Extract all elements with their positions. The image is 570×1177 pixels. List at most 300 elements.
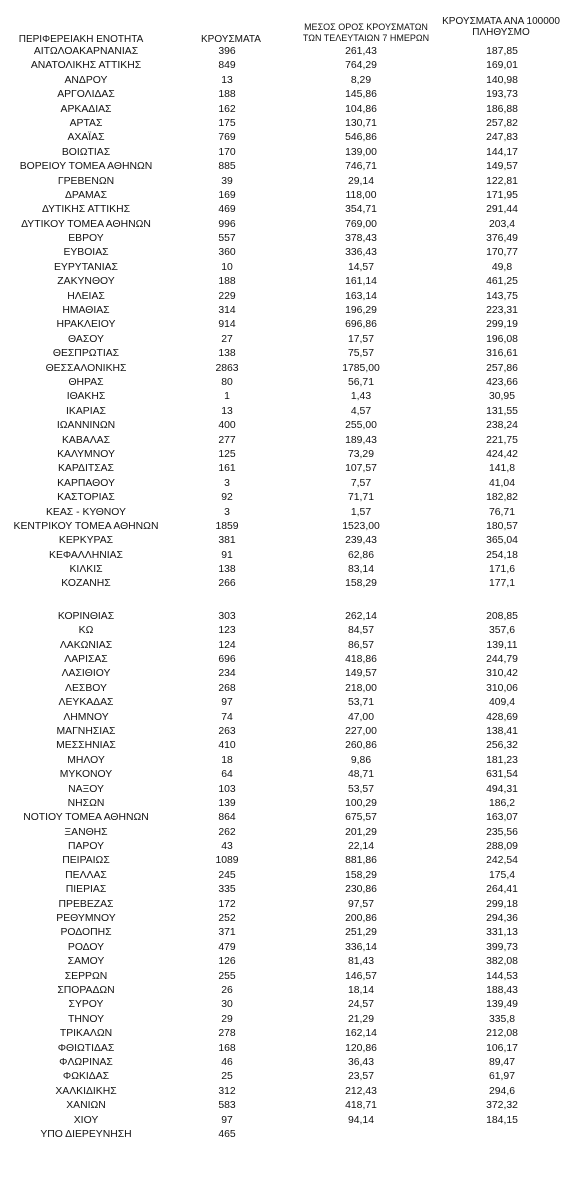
per-100k-cell: 139,49 <box>486 999 518 1011</box>
per-100k-cell: 244,79 <box>486 654 518 666</box>
cases-cell: 469 <box>218 204 236 216</box>
region-cell: ΘΑΣΟΥ <box>68 333 104 345</box>
cases-cell: 885 <box>218 161 236 173</box>
table-row <box>0 754 570 768</box>
region-cell: ΦΛΩΡΙΝΑΣ <box>59 1056 113 1068</box>
region-cell: ΤΗΝΟΥ <box>67 1013 105 1025</box>
seven-day-average-cell: 36,43 <box>347 1056 374 1068</box>
region-cell: ΘΗΡΑΣ <box>68 376 104 388</box>
seven-day-average-cell: 84,57 <box>347 625 374 637</box>
per-100k-cell: 424,42 <box>486 448 518 460</box>
cases-cell: 13 <box>221 74 233 86</box>
region-cell: ΚΑΣΤΟΡΙΑΣ <box>57 492 115 504</box>
per-100k-cell: 428,69 <box>486 711 518 723</box>
table-row <box>0 577 570 591</box>
cases-cell: 92 <box>221 492 233 504</box>
per-100k-cell: 186,88 <box>486 103 518 115</box>
table-row <box>0 491 570 505</box>
region-cell: ΧΑΝΙΩΝ <box>66 1100 106 1112</box>
table-row <box>0 477 570 491</box>
region-cell: ΓΡΕΒΕΝΩΝ <box>57 175 115 187</box>
seven-day-average-cell: 251,29 <box>345 927 377 939</box>
seven-day-average-cell: 118,00 <box>345 189 377 201</box>
region-cell: ΔΥΤΙΚΗΣ ΑΤΤΙΚΗΣ <box>41 204 131 216</box>
per-100k-cell: 182,82 <box>486 492 518 504</box>
cases-cell: 303 <box>218 610 236 622</box>
region-cell: ΛΕΥΚΑΔΑΣ <box>58 697 114 709</box>
cases-cell: 39 <box>221 175 233 187</box>
table-row <box>0 419 570 433</box>
seven-day-average-cell: 158,29 <box>345 869 377 881</box>
table-row <box>0 955 570 969</box>
region-cell: ΒΟΙΩΤΙΑΣ <box>61 146 111 158</box>
cases-cell: 1859 <box>215 520 239 532</box>
per-100k-cell: 180,57 <box>486 520 518 532</box>
per-100k-cell: 61,97 <box>488 1071 515 1083</box>
cases-cell: 277 <box>218 434 236 446</box>
seven-day-average-cell: 1,57 <box>350 506 372 518</box>
cases-cell: 13 <box>221 405 233 417</box>
table-row <box>0 840 570 854</box>
cases-cell: 278 <box>218 1028 236 1040</box>
region-cell: ΚΟΡΙΝΘΙΑΣ <box>57 610 115 622</box>
per-100k-cell: 177,1 <box>488 578 515 590</box>
cases-cell: 170 <box>218 146 236 158</box>
per-100k-cell: 291,44 <box>486 204 518 216</box>
cases-cell: 168 <box>218 1042 236 1054</box>
seven-day-average-cell: 146,57 <box>345 970 377 982</box>
per-100k-cell: 49,8 <box>491 261 513 273</box>
table-row <box>0 1027 570 1041</box>
table-row <box>0 797 570 811</box>
seven-day-average-cell: 97,57 <box>347 898 374 910</box>
table-row <box>0 333 570 347</box>
per-100k-cell: 299,18 <box>486 898 518 910</box>
cases-cell: 138 <box>218 564 236 576</box>
region-cell: ΠΑΡΟΥ <box>67 841 105 853</box>
table-row <box>0 103 570 117</box>
per-100k-cell: 423,66 <box>486 376 518 388</box>
cases-cell: 255 <box>218 970 236 982</box>
table-row <box>0 189 570 203</box>
cases-cell: 172 <box>218 898 236 910</box>
region-cell: ΔΥΤΙΚΟΥ ΤΟΜΕΑ ΑΘΗΝΩΝ <box>21 218 151 230</box>
cases-cell: 74 <box>221 711 233 723</box>
cases-cell: 335 <box>218 884 236 896</box>
seven-day-average-cell: 163,14 <box>345 290 377 302</box>
cases-cell: 3 <box>224 477 230 489</box>
cases-cell: 245 <box>218 869 236 881</box>
seven-day-average-cell: 546,86 <box>345 132 377 144</box>
table-row <box>0 131 570 145</box>
header-cases: ΚΡΟΥΣΜΑΤΑ <box>201 34 261 45</box>
region-cell: ΚΕΡΚΥΡΑΣ <box>58 535 114 547</box>
table-row <box>0 74 570 88</box>
header-cases-per-100k <box>436 16 566 38</box>
per-100k-cell: 335,8 <box>488 1013 515 1025</box>
cases-cell: 91 <box>221 549 233 561</box>
region-cell: ΚΑΛΥΜΝΟΥ <box>57 448 115 460</box>
region-cell: ΕΒΡΟΥ <box>68 233 104 245</box>
region-cell: ΛΑΚΩΝΙΑΣ <box>59 639 113 651</box>
per-100k-cell: 41,04 <box>488 477 515 489</box>
per-100k-cell: 169,01 <box>486 60 518 72</box>
cases-cell: 262 <box>218 826 236 838</box>
table-row <box>0 117 570 131</box>
cases-cell: 996 <box>218 218 236 230</box>
region-cell: ΙΚΑΡΙΑΣ <box>66 405 106 417</box>
cases-cell: 849 <box>218 60 236 72</box>
table-row <box>0 549 570 563</box>
per-100k-cell: 76,71 <box>488 506 515 518</box>
cases-cell: 914 <box>218 319 236 331</box>
cases-cell: 103 <box>218 783 236 795</box>
cases-cell: 138 <box>218 348 236 360</box>
per-100k-cell: 461,25 <box>486 276 518 288</box>
cases-cell: 410 <box>218 740 236 752</box>
seven-day-average-cell: 227,00 <box>345 725 377 737</box>
per-100k-cell: 299,19 <box>486 319 518 331</box>
cases-cell: 268 <box>218 682 236 694</box>
region-cell: ΝΗΣΩΝ <box>67 797 105 809</box>
region-cell: ΖΑΚΥΝΘΟΥ <box>57 276 115 288</box>
table-row <box>0 624 570 638</box>
region-cell: ΚΕΝΤΡΙΚΟΥ ΤΟΜΕΑ ΑΘΗΝΩΝ <box>13 520 159 532</box>
cases-cell: 479 <box>218 941 236 953</box>
seven-day-average-cell: 239,43 <box>345 535 377 547</box>
cases-cell: 1089 <box>215 855 239 867</box>
region-cell: ΣΥΡΟΥ <box>68 999 104 1011</box>
table-row <box>0 725 570 739</box>
cases-cell: 30 <box>221 999 233 1011</box>
per-100k-cell: 171,6 <box>488 564 515 576</box>
seven-day-average-cell: 94,14 <box>347 1114 374 1126</box>
region-cell: ΑΡΓΟΛΙΔΑΣ <box>57 89 115 101</box>
seven-day-average-cell: 746,71 <box>345 161 377 173</box>
cases-cell: 465 <box>218 1128 236 1140</box>
region-cell: ΑΡΤΑΣ <box>69 117 103 129</box>
seven-day-average-cell: 196,29 <box>345 305 377 317</box>
cases-cell: 234 <box>218 668 236 680</box>
region-cell: ΚΑΒΑΛΑΣ <box>61 434 111 446</box>
cases-cell: 3 <box>224 506 230 518</box>
table-row <box>0 1099 570 1113</box>
seven-day-average-cell: 9,86 <box>350 754 372 766</box>
header-seven-day-average <box>296 22 436 44</box>
table-row <box>0 768 570 782</box>
region-cell: ΣΕΡΡΩΝ <box>64 970 108 982</box>
per-100k-cell: 494,31 <box>486 783 518 795</box>
seven-day-average-cell: 336,43 <box>345 247 377 259</box>
region-cell: ΡΟΔΟΠΗΣ <box>60 927 112 939</box>
per-100k-cell: 196,08 <box>486 333 518 345</box>
cases-cell: 29 <box>221 1013 233 1025</box>
per-100k-cell: 170,77 <box>486 247 518 259</box>
cases-cell: 125 <box>218 448 236 460</box>
table-row <box>0 88 570 102</box>
per-100k-cell: 187,85 <box>486 46 518 57</box>
per-100k-cell: 149,57 <box>486 161 518 173</box>
cases-cell: 46 <box>221 1056 233 1068</box>
cases-cell: 123 <box>218 625 236 637</box>
seven-day-average-cell: 418,86 <box>345 654 377 666</box>
region-cell: ΧΑΛΚΙΔΙΚΗΣ <box>55 1085 117 1097</box>
per-100k-cell: 212,08 <box>486 1028 518 1040</box>
per-100k-cell: 376,49 <box>486 233 518 245</box>
table-row <box>0 175 570 189</box>
per-100k-cell: 143,75 <box>486 290 518 302</box>
per-100k-cell: 294,6 <box>488 1085 515 1097</box>
seven-day-average-cell: 149,57 <box>345 668 377 680</box>
seven-day-average-cell: 418,71 <box>345 1100 377 1112</box>
per-100k-cell: 256,32 <box>486 740 518 752</box>
seven-day-average-cell: 1523,00 <box>342 520 380 532</box>
cases-cell: 18 <box>221 754 233 766</box>
region-cell: ΚΑΡΠΑΘΟΥ <box>57 477 115 489</box>
table-row <box>0 1085 570 1099</box>
seven-day-average-cell: 23,57 <box>347 1071 374 1083</box>
per-100k-cell: 254,18 <box>486 549 518 561</box>
cases-cell: 769 <box>218 132 236 144</box>
table-row <box>0 290 570 304</box>
region-cell: ΡΟΔΟΥ <box>67 941 105 953</box>
per-100k-cell: 399,73 <box>486 941 518 953</box>
cases-cell: 312 <box>218 1085 236 1097</box>
table-row <box>0 218 570 232</box>
table-row <box>0 883 570 897</box>
per-100k-cell: 131,55 <box>486 405 518 417</box>
seven-day-average-cell: 158,29 <box>345 578 377 590</box>
cases-cell: 381 <box>218 535 236 547</box>
region-cell: ΦΘΙΩΤΙΔΑΣ <box>57 1042 115 1054</box>
seven-day-average-cell: 83,14 <box>347 564 374 576</box>
seven-day-average-cell: 17,57 <box>347 333 374 345</box>
table-row <box>0 682 570 696</box>
seven-day-average-cell: 675,57 <box>345 812 377 824</box>
table-gap <box>0 592 570 610</box>
cases-cell: 371 <box>218 927 236 939</box>
per-100k-cell: 331,13 <box>486 927 518 939</box>
seven-day-average-cell: 21,29 <box>347 1013 374 1025</box>
seven-day-average-cell: 53,71 <box>347 697 374 709</box>
region-cell: ΚΩ <box>78 625 94 637</box>
table-row <box>0 520 570 534</box>
region-cell: ΑΡΚΑΔΙΑΣ <box>60 103 112 115</box>
cases-cell: 27 <box>221 333 233 345</box>
cases-cell: 124 <box>218 639 236 651</box>
table-row <box>0 610 570 624</box>
region-cell: ΧΙΟΥ <box>73 1114 99 1126</box>
per-100k-cell: 106,17 <box>486 1042 518 1054</box>
table-row <box>0 318 570 332</box>
table-row <box>0 1013 570 1027</box>
seven-day-average-cell: 201,29 <box>345 826 377 838</box>
region-cell: ΔΡΑΜΑΣ <box>64 189 108 201</box>
region-cell: ΙΘΑΚΗΣ <box>66 391 106 403</box>
per-100k-cell: 631,54 <box>486 769 518 781</box>
table-body <box>0 45 570 1142</box>
per-100k-cell: 122,81 <box>486 175 518 187</box>
per-100k-cell: 181,23 <box>486 754 518 766</box>
table-row <box>0 347 570 361</box>
region-cell: ΣΑΜΟΥ <box>67 956 105 968</box>
region-cell: ΞΑΝΘΗΣ <box>64 826 108 838</box>
cases-cell: 126 <box>218 956 236 968</box>
table-row <box>0 1114 570 1128</box>
region-cell: ΗΛΕΙΑΣ <box>67 290 105 302</box>
per-100k-cell: 316,61 <box>486 348 518 360</box>
seven-day-average-cell: 86,57 <box>347 639 374 651</box>
cases-cell: 266 <box>218 578 236 590</box>
table-row <box>0 1070 570 1084</box>
per-100k-cell: 175,4 <box>488 869 515 881</box>
seven-day-average-cell: 218,00 <box>345 682 377 694</box>
cases-cell: 557 <box>218 233 236 245</box>
header-per100k-line1: ΚΡΟΥΣΜΑΤΑ ΑΝΑ 100000 <box>442 16 560 27</box>
table-row <box>0 1056 570 1070</box>
per-100k-cell: 188,43 <box>486 985 518 996</box>
region-cell: ΕΥΡΥΤΑΝΙΑΣ <box>54 261 118 273</box>
seven-day-average-cell: 336,14 <box>345 941 377 953</box>
table-header <box>0 0 570 46</box>
region-cell: ΚΑΡΔΙΤΣΑΣ <box>58 463 114 475</box>
table-row <box>0 1128 570 1142</box>
per-100k-cell: 365,04 <box>486 535 518 547</box>
cases-cell: 1 <box>224 391 230 403</box>
region-cell: ΠΕΛΛΑΣ <box>65 869 107 881</box>
per-100k-cell: 372,32 <box>486 1100 518 1112</box>
table-row <box>0 275 570 289</box>
cases-cell: 864 <box>218 812 236 824</box>
table-row <box>0 59 570 73</box>
cases-cell: 360 <box>218 247 236 259</box>
region-cell: ΑΝΑΤΟΛΙΚΗΣ ΑΤΤΙΚΗΣ <box>30 60 142 72</box>
per-100k-cell: 288,09 <box>486 841 518 853</box>
seven-day-average-cell: 230,86 <box>345 884 377 896</box>
region-cell: ΥΠΟ ΔΙΕΡΕΥΝΗΣΗ <box>40 1128 132 1140</box>
table-row <box>0 811 570 825</box>
region-cell: ΛΗΜΝΟΥ <box>63 711 109 723</box>
seven-day-average-cell: 8,29 <box>350 74 372 86</box>
cases-cell: 80 <box>221 376 233 388</box>
seven-day-average-cell: 378,43 <box>345 233 377 245</box>
seven-day-average-cell: 4,57 <box>350 405 372 417</box>
table-row <box>0 376 570 390</box>
table-row <box>0 984 570 998</box>
table-row <box>0 826 570 840</box>
table-row <box>0 390 570 404</box>
seven-day-average-cell: 769,00 <box>345 218 377 230</box>
seven-day-average-cell: 73,29 <box>347 448 374 460</box>
region-cell: ΘΕΣΣΑΛΟΝΙΚΗΣ <box>45 362 127 374</box>
seven-day-average-cell: 200,86 <box>345 913 377 925</box>
table-row <box>0 563 570 577</box>
table-row <box>0 639 570 653</box>
table-row <box>0 667 570 681</box>
region-cell: ΛΑΡΙΣΑΣ <box>64 654 108 666</box>
per-100k-cell: 184,15 <box>486 1114 518 1126</box>
cases-cell: 161 <box>218 463 236 475</box>
region-cell: ΝΟΤΙΟΥ ΤΟΜΕΑ ΑΘΗΝΩΝ <box>23 812 149 824</box>
region-cell: ΗΡΑΚΛΕΙΟΥ <box>56 319 116 331</box>
seven-day-average-cell: 29,14 <box>347 175 374 187</box>
seven-day-average-cell: 1,43 <box>350 391 372 403</box>
per-100k-cell: 186,2 <box>488 797 515 809</box>
region-cell: ΛΕΣΒΟΥ <box>65 682 107 694</box>
cases-cell: 64 <box>221 769 233 781</box>
region-cell: ΙΩΑΝΝΙΝΩΝ <box>56 420 116 432</box>
seven-day-average-cell: 130,71 <box>345 117 377 129</box>
seven-day-average-cell: 104,86 <box>345 103 377 115</box>
seven-day-average-cell: 189,43 <box>345 434 377 446</box>
table-row <box>0 912 570 926</box>
seven-day-average-cell: 696,86 <box>345 319 377 331</box>
seven-day-average-cell: 881,86 <box>345 855 377 867</box>
cases-cell: 26 <box>221 985 233 996</box>
table-row <box>0 261 570 275</box>
table-row <box>0 970 570 984</box>
seven-day-average-cell: 48,71 <box>347 769 374 781</box>
cases-cell: 400 <box>218 420 236 432</box>
table-row <box>0 783 570 797</box>
table-row <box>0 405 570 419</box>
region-cell: ΠΙΕΡΙΑΣ <box>65 884 107 896</box>
per-100k-cell: 138,41 <box>486 725 518 737</box>
per-100k-cell: 409,4 <box>488 697 515 709</box>
seven-day-average-cell: 161,14 <box>345 276 377 288</box>
region-cell: ΡΕΘΥΜΝΟΥ <box>56 913 116 925</box>
seven-day-average-cell: 47,00 <box>347 711 374 723</box>
per-100k-cell: 238,24 <box>486 420 518 432</box>
seven-day-average-cell: 22,14 <box>347 841 374 853</box>
cases-cell: 696 <box>218 654 236 666</box>
table-row <box>0 696 570 710</box>
table-row <box>0 506 570 520</box>
per-100k-cell: 89,47 <box>488 1056 515 1068</box>
per-100k-cell: 294,36 <box>486 913 518 925</box>
seven-day-average-cell: 62,86 <box>347 549 374 561</box>
per-100k-cell: 140,98 <box>486 74 518 86</box>
region-cell: ΛΑΣΙΘΙΟΥ <box>61 668 111 680</box>
per-100k-cell: 203,4 <box>488 218 515 230</box>
cases-cell: 139 <box>218 797 236 809</box>
per-100k-cell: 139,11 <box>486 639 518 651</box>
cases-cell: 188 <box>218 276 236 288</box>
cases-cell: 314 <box>218 305 236 317</box>
region-cell: ΣΠΟΡΑΔΩΝ <box>57 985 115 996</box>
seven-day-average-cell: 162,14 <box>345 1028 377 1040</box>
seven-day-average-cell: 75,57 <box>347 348 374 360</box>
region-cell: ΗΜΑΘΙΑΣ <box>62 305 110 317</box>
seven-day-average-cell: 18,14 <box>347 985 374 996</box>
seven-day-average-cell: 145,86 <box>345 89 377 101</box>
per-100k-cell: 193,73 <box>486 89 518 101</box>
seven-day-average-cell: 53,57 <box>347 783 374 795</box>
cases-cell: 97 <box>221 1114 233 1126</box>
per-100k-cell: 30,95 <box>488 391 515 403</box>
header-region: ΠΕΡΙΦΕΡΕΙΑΚΗ ΕΝΟΤΗΤΑ <box>18 34 144 45</box>
per-100k-cell: 235,56 <box>486 826 518 838</box>
region-cell: ΑΙΤΩΛΟΑΚΑΡΝΑΝΙΑΣ <box>33 46 139 57</box>
seven-day-average-cell: 1785,00 <box>342 362 380 374</box>
region-cell: ΠΕΙΡΑΙΩΣ <box>62 855 110 867</box>
region-cell: ΑΧΑΪΑΣ <box>67 132 105 144</box>
table-row <box>0 362 570 376</box>
seven-day-average-cell: 24,57 <box>347 999 374 1011</box>
table-row <box>0 869 570 883</box>
table-row <box>0 998 570 1012</box>
cases-cell: 169 <box>218 189 236 201</box>
